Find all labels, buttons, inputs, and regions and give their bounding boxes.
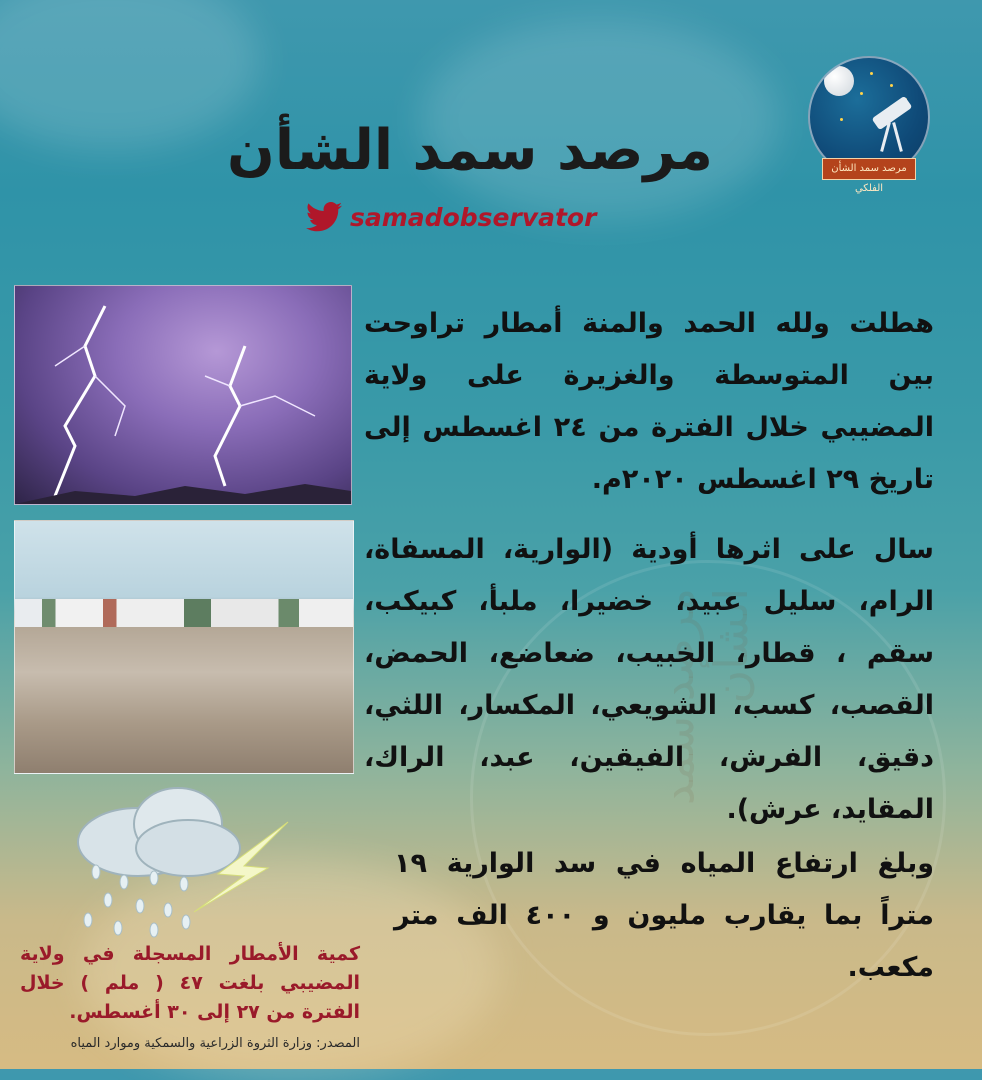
tripod-leg bbox=[892, 122, 903, 152]
lightning-photo bbox=[14, 285, 352, 505]
star-icon bbox=[890, 84, 893, 87]
twitter-handle-text: samadobservator bbox=[350, 202, 597, 232]
star-icon bbox=[870, 72, 873, 75]
star-icon bbox=[840, 118, 843, 121]
rainfall-summary: كمية الأمطار المسجلة في ولاية المضيبي بلغت ٤٧ ( ملم ) خلال الفترة من ٢٧ إلى ٣٠ أغسطس. bbox=[20, 943, 360, 1023]
watermark-text: مرصد سمد الشأن bbox=[650, 588, 758, 806]
twitter-icon bbox=[306, 202, 342, 232]
paragraph-dam: وبلغ ارتفاع المياه في سد الوارية ١٩ متراً بما يقارب مليون و ٤٠٠ الف متر مكعب. bbox=[394, 848, 934, 983]
page-title: مرصد سمد الشأن bbox=[227, 118, 713, 183]
paragraph-wadis: سال على اثرها أودية (الوارية، المسفاة، الرام، سليل عبيد، خضيرا، ملبأ، كبيكب، سقم ، قطار، الخبيب، ضعاضع، الحمض، القصب، كسب، الشويعي، المكسار، اللثي، دقيق، الفرش، الفيقين، عبد، الراك، المقايد، عرش). bbox=[364, 534, 934, 825]
star-icon bbox=[860, 92, 863, 95]
lightning-bolts bbox=[15, 286, 351, 504]
paragraph-rainfall-period: هطلت ولله الحمد والمنة أمطار تراوحت بين المتوسطة والغزيرة على ولاية المضيبي خلال الفترة من ٢٤ اغسطس إلى تاريخ ٢٩ اغسطس ٢٠٢٠م. bbox=[364, 308, 934, 495]
flood-photo bbox=[14, 520, 354, 774]
source-credit: المصدر: وزارة الثروة الزراعية والسمكية وموارد المياه bbox=[70, 1036, 360, 1051]
twitter-handle[interactable] bbox=[306, 198, 596, 236]
moon-icon bbox=[824, 66, 854, 96]
rain-cloud-icon bbox=[68, 782, 298, 942]
logo-banner: مرصد سمد الشأن الفلكي bbox=[822, 158, 916, 180]
town-skyline bbox=[15, 599, 353, 627]
